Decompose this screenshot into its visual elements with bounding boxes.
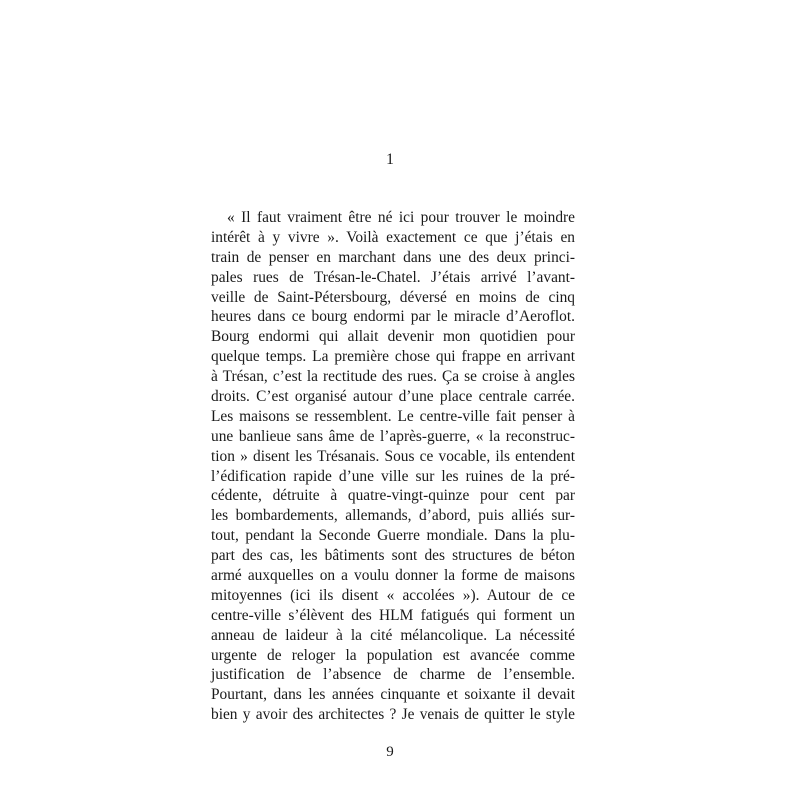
text-line: intérêt à y vivre ». Voilà exactement ce que j’étais en: [211, 228, 575, 246]
text-line: Bourg endormi qui allait devenir mon quotidien pour: [211, 328, 575, 346]
text-line: centre-ville s’élèvent des HLM fatigués qui forment un: [211, 606, 575, 624]
text-line: Les maisons se ressemblent. Le centre-ville fait penser à: [211, 407, 575, 425]
text-line: pales rues de Trésan-le-Chatel. J’étais arrivé l’avant-: [211, 268, 575, 286]
text-line: veille de Saint-Pétersbourg, déversé en moins de cinq: [211, 288, 575, 306]
text-line: tout, pendant la Seconde Guerre mondiale. Dans la plu-: [211, 527, 575, 545]
text-line: une banlieue sans âme de l’après-guerre, « la reconstruc-: [211, 427, 575, 445]
text-line: « Il faut vraiment être né ici pour trouver le moindre: [227, 209, 575, 226]
body-text: [211, 208, 575, 725]
text-line: droits. C’est organisé autour d’une place centrale carrée.: [211, 388, 575, 406]
text-line: cédente, détruite à quatre-vingt-quinze pour cent par: [211, 487, 575, 505]
text-line: train de penser en marchant dans une des deux princi-: [211, 248, 575, 266]
text-line: bien y avoir des architectes ? Je venais de quitter le style: [211, 706, 575, 724]
text-line: Pourtant, dans les années cinquante et soixante il devait: [211, 686, 575, 704]
chapter-number: 1: [386, 151, 394, 168]
text-line: justification de l’absence de charme de l’ensemble.: [211, 666, 575, 684]
text-line: à Trésan, c’est la rectitude des rues. Ça se croise à angles: [211, 368, 575, 386]
text-line: mitoyennes (ici ils disent « accolées »). Autour de ce: [211, 586, 575, 604]
text-line: les bombardements, allemands, d’abord, puis alliés sur-: [211, 507, 575, 525]
text-line: armé auxquelles on a voulu donner la forme de maisons: [211, 567, 575, 585]
text-line: quelque temps. La première chose qui frappe en arrivant: [211, 348, 575, 366]
text-line: heures dans ce bourg endormi par le miracle d’Aeroflot.: [211, 308, 575, 326]
page-number: 9: [386, 744, 394, 760]
text-line: tion » disent les Trésanais. Sous ce vocable, ils entendent: [211, 447, 575, 465]
text-line: anneau de laideur à la cité mélancolique. La nécessité: [211, 626, 575, 644]
text-line: part des cas, les bâtiments sont des structures de béton: [211, 547, 575, 565]
text-line: urgente de reloger la population est avancée comme: [211, 646, 575, 664]
text-line: l’édification rapide d’une ville sur les ruines de la pré-: [211, 467, 575, 485]
